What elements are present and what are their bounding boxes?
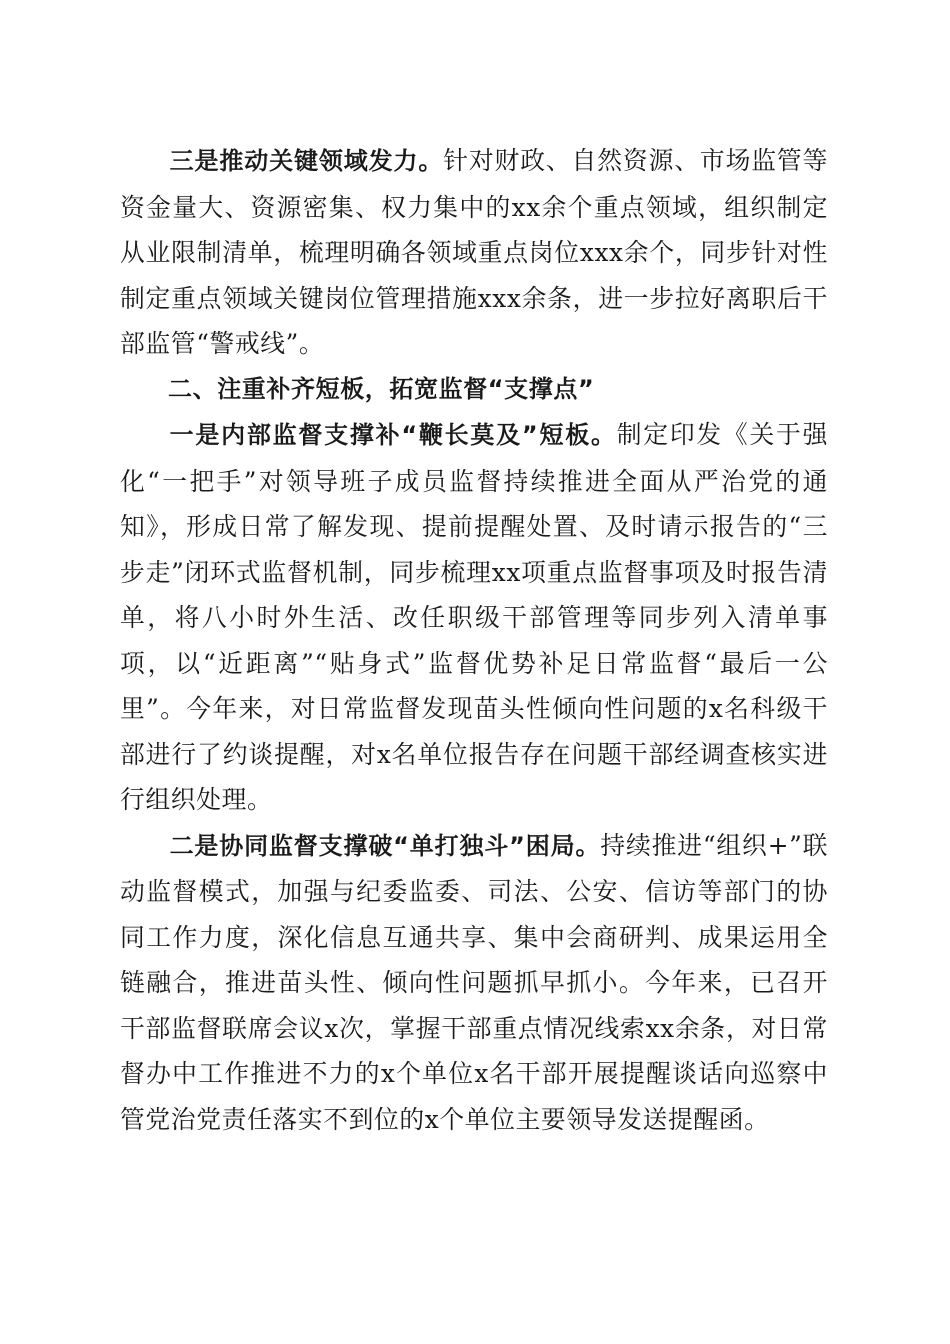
paragraph-key-areas: [120, 138, 828, 367]
paragraph-lead: 二是协同监督支撑破“单打独斗”困局。: [169, 831, 601, 860]
paragraph-lead: 一是内部监督支撑补“鞭长莫及”短板。: [169, 421, 617, 449]
document-page: [120, 138, 828, 1142]
paragraph-joint-supervision: [120, 823, 828, 1143]
paragraph-body: 针对财政、自然资源、市场监管等资金量大、资源密集、权力集中的xx余个重点领域，组织制定从业限制清单，梳理明确各领域重点岗位xxx余个，同步针对性制定重点领域关键岗位管理措施xxx余条，进一步拉好离职后干部监管“警戒线”。: [120, 146, 828, 358]
paragraph-internal-supervision: [120, 412, 828, 823]
paragraph-body: 持续推进“组织+”联动监督模式，加强与纪委监委、司法、公安、信访等部门的协同工作力度，深化信息互通共享、集中会商研判、成果运用全链融合，推进苗头性、倾向性问题抓早抓小。今年来，已召开干部监督联席会议x次，掌握干部重点情况线索xx余条，对日常督办中工作推进不力的x个单位x名干部开展提醒谈话向巡察中管党治党责任落实不到位的x个单位主要领导发送提醒函。: [120, 830, 828, 1134]
paragraph-body: 制定印发《关于强化“一把手”对领导班子成员监督持续推进全面从严治党的通知》，形成日常了解发现、提前提醒处置、及时请示报告的“三步走”闭环式监督机制，同步梳理xx项重点监督事项及时报告清单，将八小时外生活、改任职级干部管理等同步列入清单事项，以“近距离”“贴身式”监督优势补足日常监督“最后一公里”。今年来，对日常监督发现苗头性倾向性问题的x名科级干部进行了约谈提醒，对x名单位报告存在问题干部经调查核实进行组织处理。: [120, 420, 828, 814]
paragraph-lead: 三是推动关键领域发力。: [169, 147, 444, 175]
section-heading: 二、注重补齐短板，拓宽监督“支撑点”: [168, 374, 595, 403]
